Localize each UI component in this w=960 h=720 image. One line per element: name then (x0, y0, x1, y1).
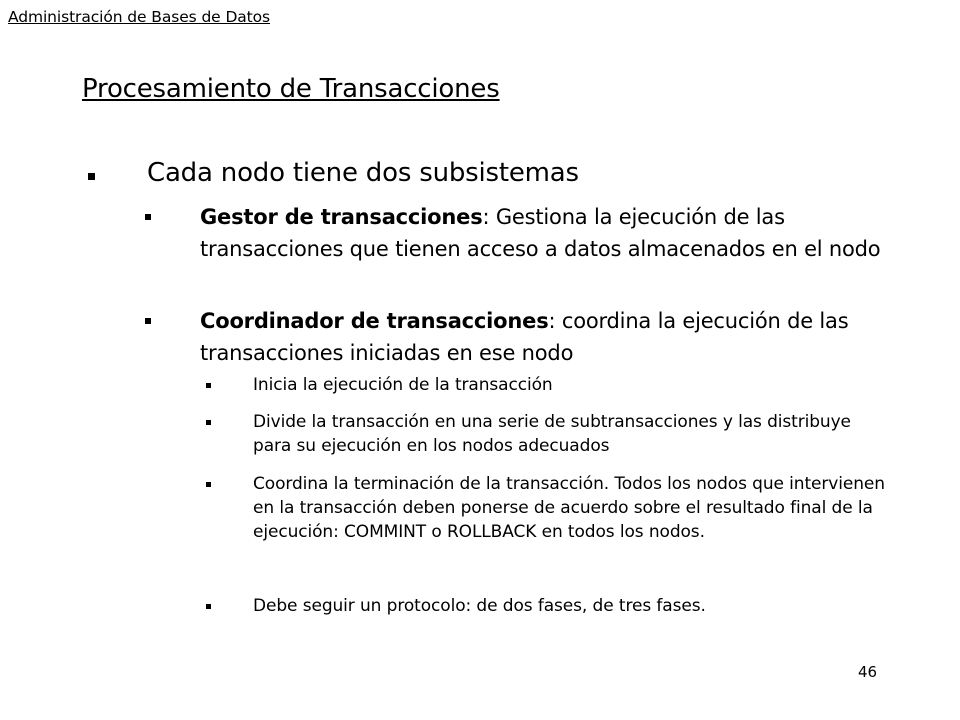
sub-bullet-text: Coordina la terminación de la transacción. Todos los nodos que intervienen en la transacción deben ponerse de acuerdo sobre el resultado final de la ejecución: COMMINT o ROLLBACK en todos los nodos. (253, 474, 885, 542)
bullet-gestor-text: : Gestiona la ejecución de las transacciones que tienen acceso a datos almacenados en el nodo (200, 205, 881, 261)
square-bullet-icon (206, 420, 211, 425)
square-bullet-icon (88, 173, 95, 180)
sub-bullet-1 (253, 373, 893, 397)
sub-bullet-3 (253, 472, 893, 544)
bullet-level1-text: Cada nodo tiene dos subsistemas (147, 158, 579, 188)
sub-bullet-text: Debe seguir un protocolo: de dos fases, de tres fases. (253, 596, 706, 616)
slide-title: Procesamiento de Transacciones (82, 74, 500, 104)
sub-bullet-2 (253, 410, 893, 458)
sub-bullet-4 (253, 594, 893, 618)
bullet-gestor-term: Gestor de transacciones (200, 205, 483, 229)
bullet-coordinador-text: : coordina la ejecución de las transacciones iniciadas en ese nodo (200, 309, 849, 365)
square-bullet-icon (145, 214, 151, 220)
square-bullet-icon (206, 383, 211, 388)
square-bullet-icon (206, 604, 211, 609)
page-number: 46 (858, 663, 878, 681)
sub-bullet-text: Divide la transacción en una serie de subtransacciones y las distribuye para su ejecución en los nodos adecuados (253, 412, 851, 456)
bullet-level1 (147, 158, 579, 188)
bullet-coordinador-term: Coordinador de transacciones (200, 309, 549, 333)
bullet-coordinador (200, 305, 900, 369)
square-bullet-icon (145, 318, 151, 324)
course-header: Administración de Bases de Datos (8, 8, 271, 26)
sub-bullet-text: Inicia la ejecución de la transacción (253, 375, 553, 395)
bullet-gestor (200, 201, 900, 265)
square-bullet-icon (206, 482, 211, 487)
